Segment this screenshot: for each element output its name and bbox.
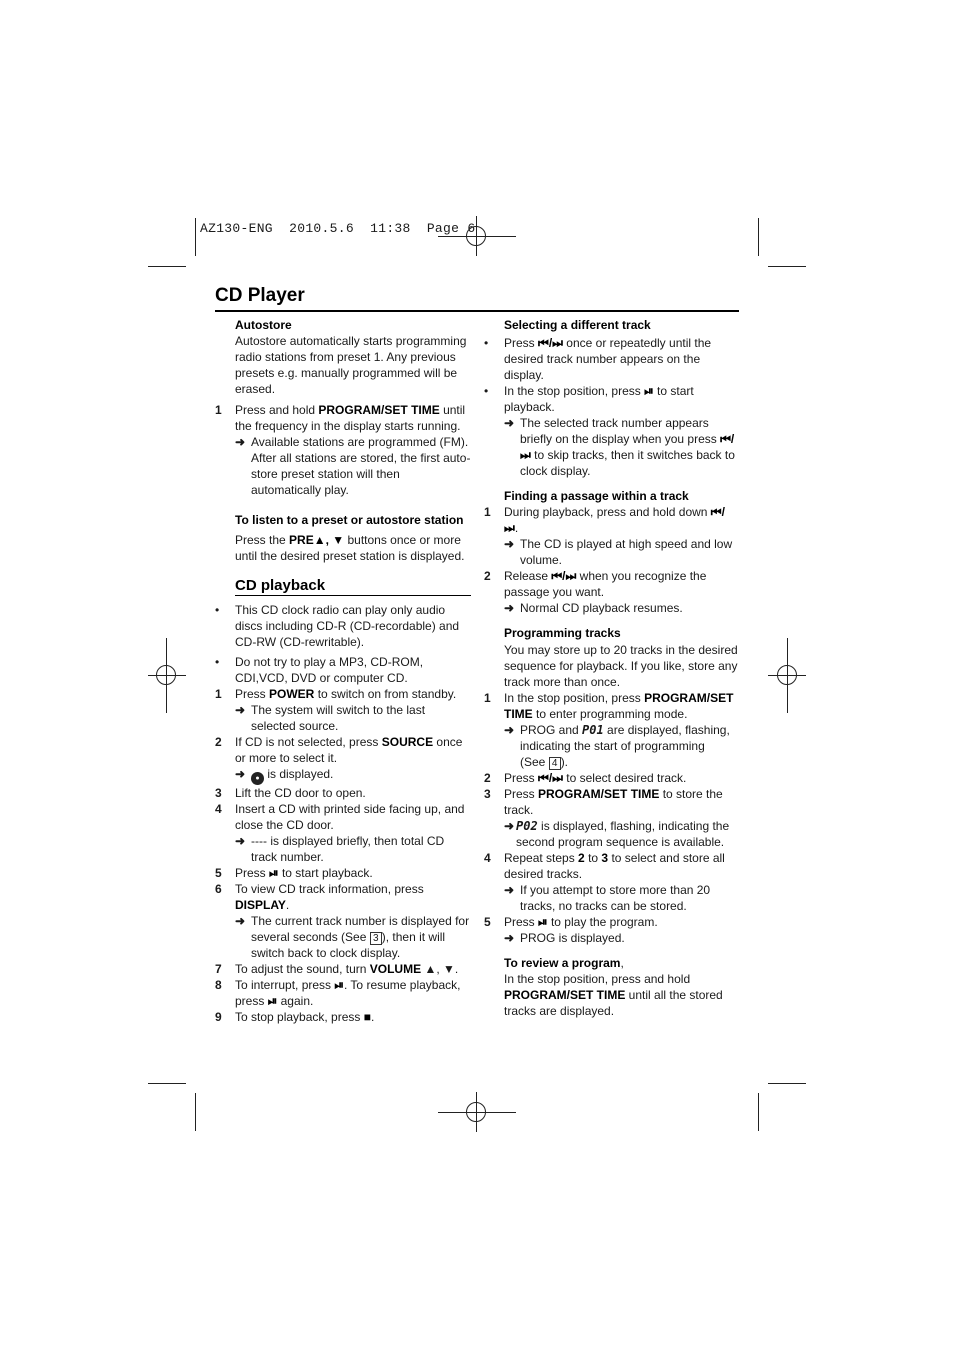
crop-mark-bl-v — [195, 1093, 196, 1131]
list-item: 2 If CD is not selected, press SOURCE once or more to select it. ➜ ● is displayed. — [215, 734, 471, 785]
play-pause-icon: ⏯ — [644, 384, 654, 398]
list-item: 6 To view CD track information, press DISPLAY. ➜ The current track number is displayed for several seconds (See 3 ), then it will switch back to clock display. — [215, 882, 470, 960]
prev-next-icon: ⏮/⏭ — [504, 505, 725, 535]
select-heading: Selecting a different track — [504, 318, 651, 332]
list-item: 5 Press ⏯ to start playback. — [215, 866, 373, 880]
cd-playback-heading: CD playback — [235, 577, 326, 594]
print-slug: AZ130-ENG 2010.5.6 11:38 Page 6 — [200, 221, 476, 236]
list-item: 5 Press ⏯ to play the program. ➜ PROG is displayed. — [484, 915, 658, 945]
segment-display-p02: P02 — [516, 819, 538, 833]
list-item: 2 Release ⏮/⏭ when you recognize the passage you want. ➜ Normal CD playback resumes. — [484, 569, 707, 615]
left-column — [215, 317, 471, 1025]
list-item: 4 Insert a CD with printed side facing up, and close the CD door. ➜ ---- is displayed briefly, then total CD track number. — [215, 802, 465, 864]
programming-text: You may store up to 20 tracks in the desired sequence for playback. If you like, store any track more than once. — [504, 643, 738, 689]
list-item: 4 Repeat steps 2 to 3 to select and store all desired tracks. ➜ If you attempt to store more than 20 tracks, no tracks can be stored. — [484, 851, 725, 913]
list-item: 9 To stop playback, press ■. — [215, 1010, 375, 1024]
list-item: 8 To interrupt, press ⏯. To resume playback, press ⏯ again. — [215, 978, 461, 1008]
crop-mark-br-v — [758, 1093, 759, 1131]
review-text: In the stop position, press and hold PROGRAM/SET TIME until all the stored tracks are displayed. — [504, 972, 723, 1018]
list-item: 1 During playback, press and hold down ⏮/⏭. ➜ The CD is played at high speed and low volume. — [484, 505, 733, 567]
crop-mark-tl-h — [148, 266, 186, 267]
crop-mark-tr-h — [768, 266, 806, 267]
list-item: • Press ⏮/⏭ once or repeatedly until the desired track number appears on the display. — [484, 336, 712, 382]
programming-heading: Programming tracks — [504, 626, 621, 640]
autostore-text: Autostore automatically starts programming radio stations from preset 1. Any previous presets e.g. manually programmed will be erased. — [235, 334, 467, 396]
review-block: To review a program, — [504, 956, 624, 970]
prev-next-icon: ⏮/⏭ — [538, 771, 563, 785]
segment-display-p01: P01 — [582, 723, 604, 737]
prev-next-icon: ⏮/⏭ — [538, 336, 563, 350]
crop-mark-tr-v — [758, 218, 759, 256]
crop-mark-tl-v — [195, 218, 196, 256]
list-item: 3 Press PROGRAM/SET TIME to store the track. ➜ P02 is displayed, flashing, indicating the second program sequence is available. — [484, 787, 730, 849]
crop-mark-bl-h — [148, 1083, 186, 1084]
list-item: 1 Press and hold PROGRAM/SET TIME until the frequency in the display starts running. ➜ Available stations are programmed (FM). After all stations are stored, the first auto-store preset station will then automatically play. — [215, 403, 471, 497]
right-column — [484, 317, 739, 1019]
list-item: • Do not try to play a MP3, CD-ROM, CDI,VCD, DVD or computer CD. — [215, 655, 424, 685]
arrow-icon: ➜ — [235, 435, 246, 449]
title-rule — [215, 310, 739, 312]
play-pause-icon: ⏯ — [334, 978, 344, 992]
disc-icon: ● — [251, 772, 264, 785]
list-item: 1 In the stop position, press PROGRAM/SET TIME to enter programming mode. ➜ PROG and P01 are displayed, flashing, indicating the start of programming (See 4 ). — [484, 691, 734, 769]
list-item: • In the stop position, press ⏯ to start playback. ➜ The selected track number appears briefly on the display when you press ⏮/⏭ to skip tracks, then it switches back to clock display. — [484, 384, 735, 478]
listen-heading: To listen to a preset or autostore station — [235, 513, 464, 527]
list-item: 3 Lift the CD door to open. — [215, 786, 366, 800]
play-pause-icon: ⏯ — [538, 915, 548, 929]
stop-icon: ■ — [363, 1010, 371, 1024]
play-pause-icon: ⏯ — [267, 994, 278, 1008]
list-item: 7 To adjust the sound, turn VOLUME ▲, ▼. — [215, 962, 459, 976]
page-title: CD Player — [215, 285, 305, 306]
autostore-heading: Autostore — [235, 318, 292, 332]
find-heading: Finding a passage within a track — [504, 489, 689, 503]
list-item: 2 Press ⏮/⏭ to select desired track. — [484, 771, 687, 785]
crop-mark-br-h — [768, 1083, 806, 1084]
listen-text: Press the PRE▲, ▼ buttons once or more until the desired preset station is displayed. — [235, 533, 465, 563]
list-item: 1 Press POWER to switch on from standby. ➜ The system will switch to the last selected source. — [215, 687, 457, 733]
list-item: • This CD clock radio can play only audio discs including CD-R (CD-recordable) and CD-RW (CD-rewritable). — [215, 603, 460, 649]
prev-next-icon: ⏮/⏭ — [520, 432, 735, 462]
play-pause-icon: ⏯ — [269, 866, 279, 880]
prev-next-icon: ⏮/⏭ — [551, 569, 577, 583]
